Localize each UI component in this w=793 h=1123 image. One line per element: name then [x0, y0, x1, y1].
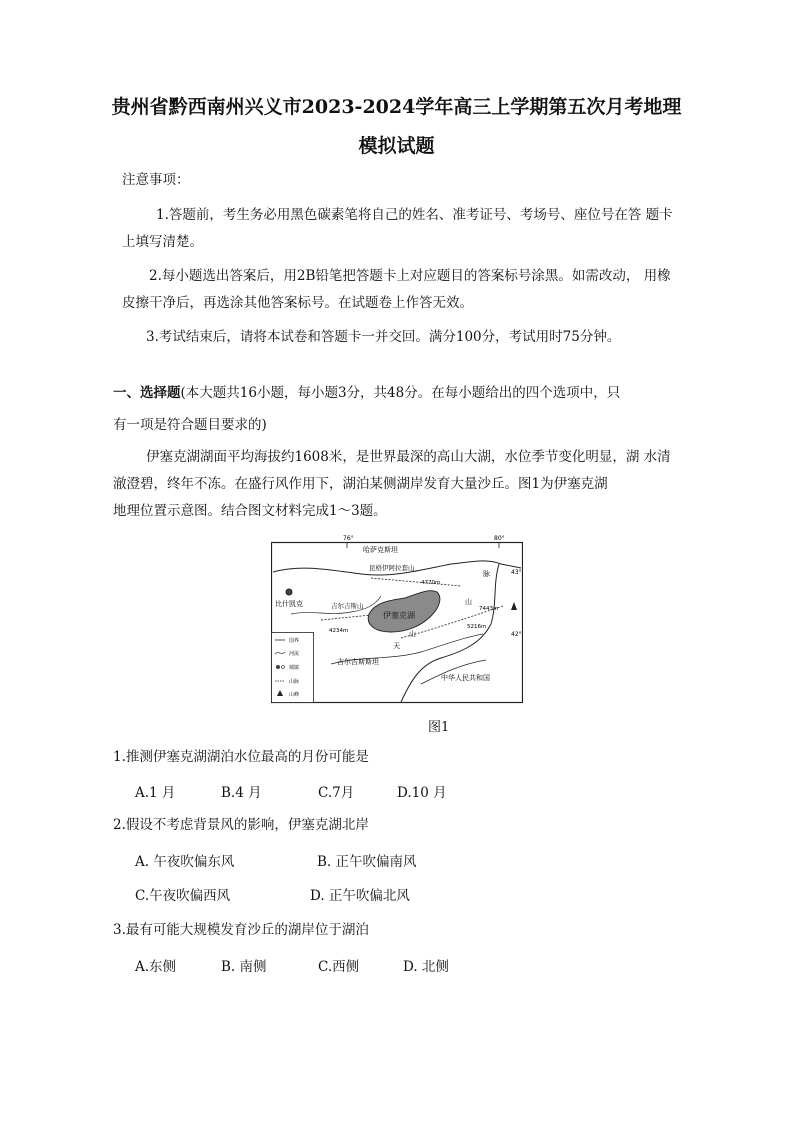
map-label-peak4: 5216m — [467, 624, 487, 630]
notice-heading: 注意事项： — [122, 172, 190, 188]
passage-line-2: 澈澄碧，终年不冻。在盛行风作用下，湖泊某侧湖岸发育大量沙丘。图1为伊塞克湖 — [113, 476, 608, 492]
map-label-peak2: 4234m — [329, 628, 349, 634]
map-label-kyrgyz-range: 吉尔吉斯山 — [331, 602, 364, 610]
passage-line-1: 伊塞克湖湖面平均海拔约1608米，是世界最深的高山大湖，水位季节变化明显，湖 水清 — [146, 449, 671, 465]
legend-item: 城镇 — [289, 665, 300, 671]
question-3-option-d[interactable]: D. 北侧 — [403, 959, 449, 975]
page-title-line2: 模拟试题 — [358, 135, 435, 157]
question-2-stem: 2.假设不考虑背景风的影响，伊塞克湖北岸 — [113, 817, 369, 833]
figure-caption: 图1 — [428, 720, 450, 735]
map-label-shan: 山 — [409, 630, 416, 638]
section-heading-cont: 有一项是符合题目要求的) — [113, 417, 267, 433]
legend-item: 国界 — [289, 638, 300, 644]
map-lon-80: 80° — [494, 535, 505, 542]
question-1-stem: 1.推测伊塞克湖湖泊水位最高的月份可能是 — [113, 749, 369, 765]
map-label-shan2: 山 — [465, 598, 472, 606]
legend-item: 河流 — [289, 651, 300, 657]
question-1-option-c[interactable]: C.7月 — [318, 785, 355, 801]
map-label-mai: 脉 — [483, 570, 490, 578]
passage-line-3: 地理位置示意图。结合图文材料完成1～3题。 — [113, 503, 387, 519]
map-lon-76: 76° — [343, 535, 354, 542]
legend-item: 山峰 — [289, 692, 300, 698]
map-label-kyrgyzstan: 吉尔吉斯斯坦 — [337, 658, 379, 666]
issyk-kul-map — [271, 534, 523, 706]
question-2-option-d[interactable]: D. 正午吹偏北风 — [310, 888, 410, 904]
question-1-option-a[interactable]: A.1 月 — [135, 785, 176, 801]
section-heading — [113, 383, 620, 403]
map-label-kazakhstan: 哈萨克斯坦 — [363, 546, 398, 554]
notice-item-2-cont: 皮擦干净后，再选涂其他答案标号。在试题卷上作答无效。 — [122, 295, 473, 311]
section-heading-bold: 一、选择题 — [113, 385, 181, 401]
map-lat-42: 42° — [511, 631, 522, 638]
section-heading-rest: (本大题共16小题，每小题3分，共48分。在每小题给出的四个选项中，只 — [180, 385, 621, 401]
question-1-option-d[interactable]: D.10 月 — [397, 785, 447, 801]
map-label-peak1: 4770m — [421, 580, 441, 586]
legend-item: 山脉 — [289, 679, 300, 685]
map-label-china: 中华人民共和国 — [441, 674, 490, 682]
map-label-peak3: 7443m — [479, 606, 499, 612]
map-lat-43: 43° — [511, 569, 522, 576]
map-label-bishkek: 比什凯克 — [275, 600, 303, 608]
map-label-kungey: 昆格伊阿拉套山 — [369, 564, 415, 572]
notice-item-2: 2.每小题选出答案后，用2B铅笔把答题卡上对应题目的答案标号涂黑。如需改动， 用橡 — [149, 268, 671, 284]
bishkek-marker — [286, 589, 292, 595]
notice-item-1: 1.答题前，考生务必用黑色碳素笔将自己的姓名、准考证号、考场号、座位号在答 题卡 — [156, 207, 673, 223]
question-1-option-b[interactable]: B.4 月 — [221, 785, 262, 801]
legend-city-swatch — [276, 665, 280, 669]
notice-item-1-cont: 上填写清楚。 — [122, 234, 203, 250]
question-3-stem: 3.最有可能大规模发育沙丘的湖岸位于湖泊 — [113, 922, 369, 938]
page-title: 贵州省黔西南州兴义市2023-2024学年高三上学期第五次月考地理 — [111, 96, 682, 118]
notice-item-3: 3.考试结束后，请将本试卷和答题卡一并交回。满分100分，考试用时75分钟。 — [146, 329, 621, 345]
lake-label: 伊塞克湖 — [383, 611, 415, 620]
question-2-option-b[interactable]: B. 正午吹偏南风 — [317, 854, 417, 870]
map-label-tian: 天 — [393, 642, 400, 650]
question-3-option-a[interactable]: A.东侧 — [135, 959, 177, 975]
question-2-option-a[interactable]: A. 午夜吹偏东风 — [135, 854, 235, 870]
question-3-option-b[interactable]: B. 南侧 — [221, 959, 267, 975]
question-2-option-c[interactable]: C.午夜吹偏西风 — [135, 888, 231, 904]
question-3-option-c[interactable]: C.西侧 — [318, 959, 360, 975]
